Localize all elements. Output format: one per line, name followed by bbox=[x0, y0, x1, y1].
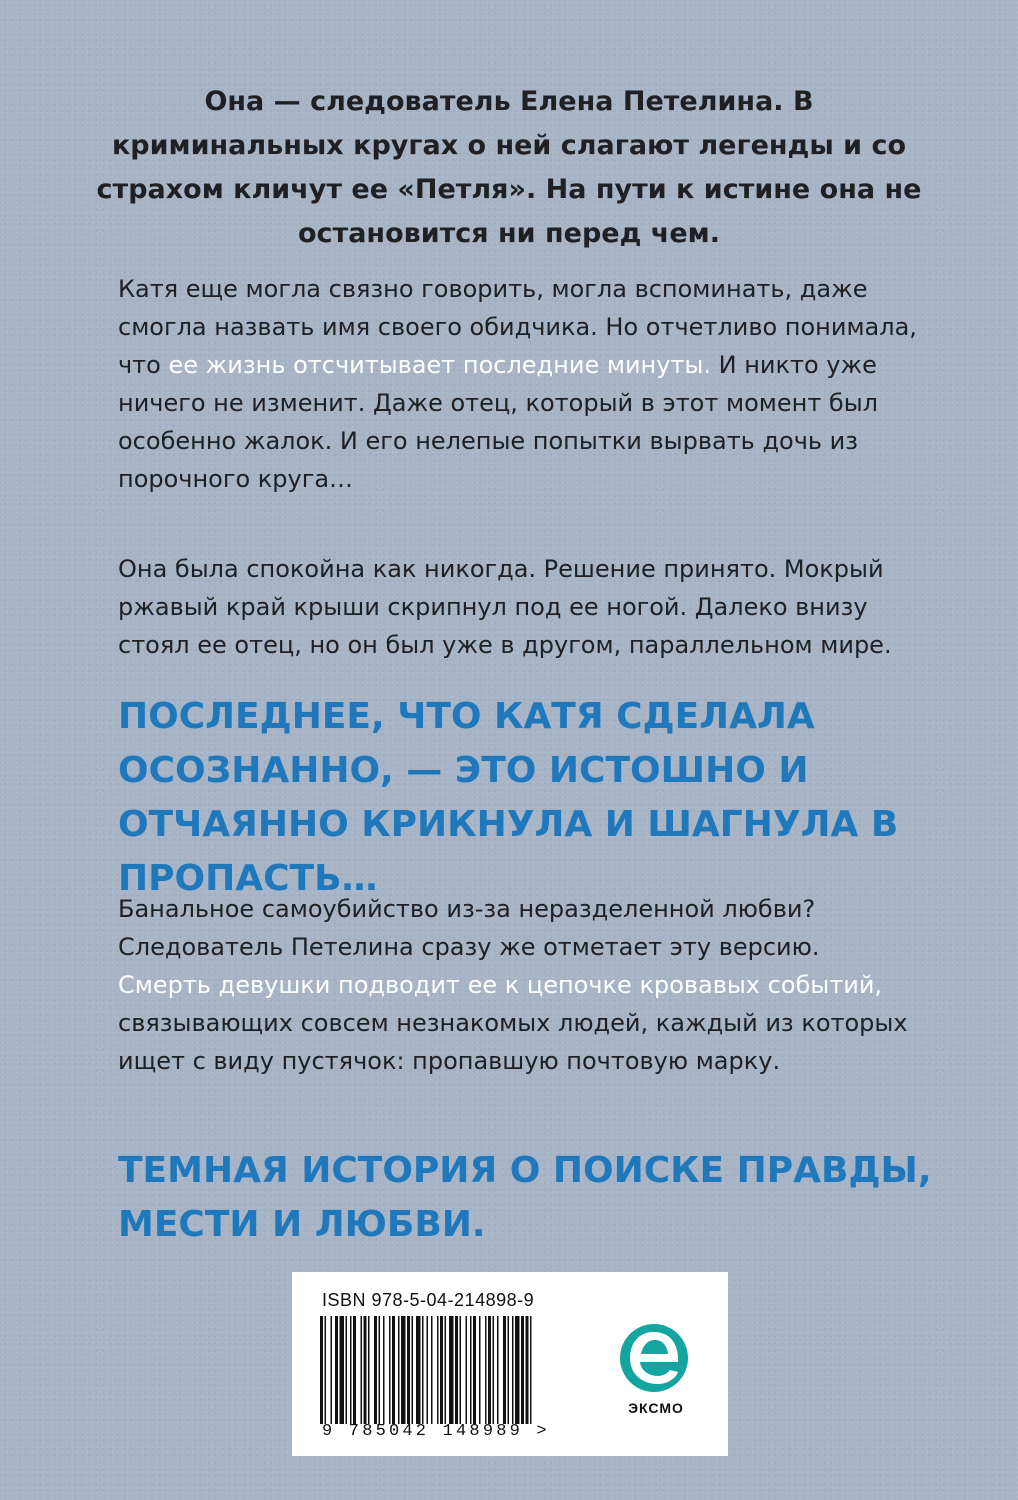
isbn-label: ISBN 978-5-04-214898-9 bbox=[322, 1290, 535, 1310]
barcode-digits: 9 785042 148989 > bbox=[322, 1422, 550, 1441]
eksmo-logo-icon bbox=[614, 1314, 694, 1410]
barcode-icon bbox=[320, 1316, 590, 1424]
paragraph-1-text-end: И никто уже ничего не изменит. Даже отец, который в этот момент был особенно жалок. И его нелепые попытки вырвать дочь из порочного круга… bbox=[118, 351, 879, 493]
publisher-name: ЭКСМО bbox=[628, 1400, 684, 1416]
paragraph-1 bbox=[118, 270, 918, 498]
paragraph-3-text: Банальное самоубийство из-за неразделенной любви? Следователь Петелина сразу же отметает эту версию. bbox=[118, 895, 820, 961]
paragraph-2: Она была спокойна как никогда. Решение принято. Мокрый ржавый край крыши скрипнул под ее ногой. Далеко внизу стоял ее отец, но он был уже в другом, параллельном мире. bbox=[118, 555, 892, 659]
heading-1: ПОСЛЕДНЕЕ, ЧТО КАТЯ СДЕЛАЛА ОСОЗНАННО, — ЭТО ИСТОШНО И ОТЧАЯННО КРИКНУЛА И ШАГНУЛА В ПРОПАСТЬ… bbox=[118, 696, 899, 899]
paragraph-3 bbox=[118, 890, 918, 1080]
heading-2: ТЕМНАЯ ИСТОРИЯ О ПОИСКЕ ПРАВДЫ, МЕСТИ И ЛЮБВИ. bbox=[118, 1150, 932, 1245]
intro-blurb: Она — следователь Елена Петелина. В криминальных кругах о ней слагают легенды и со страхом кличут ее «Петля». На пути к истине она не остановится ни перед чем. bbox=[96, 86, 922, 249]
barcode-panel bbox=[292, 1272, 728, 1456]
paragraph-1-highlight: ее жизнь отсчитывает последние минуты. bbox=[168, 351, 711, 379]
paragraph-3-text-end: связывающих совсем незнакомых людей, каждый из которых ищет с виду пустячок: пропавшую почтовую марку. bbox=[118, 1009, 908, 1075]
paragraph-3-highlight: Смерть девушки подводит ее к цепочке кровавых событий, bbox=[118, 971, 883, 999]
paragraph-1-text: Катя еще могла связно говорить, могла вспоминать, даже смогла назвать имя своего обидчика. Но отчетливо понимала, что bbox=[118, 275, 917, 379]
